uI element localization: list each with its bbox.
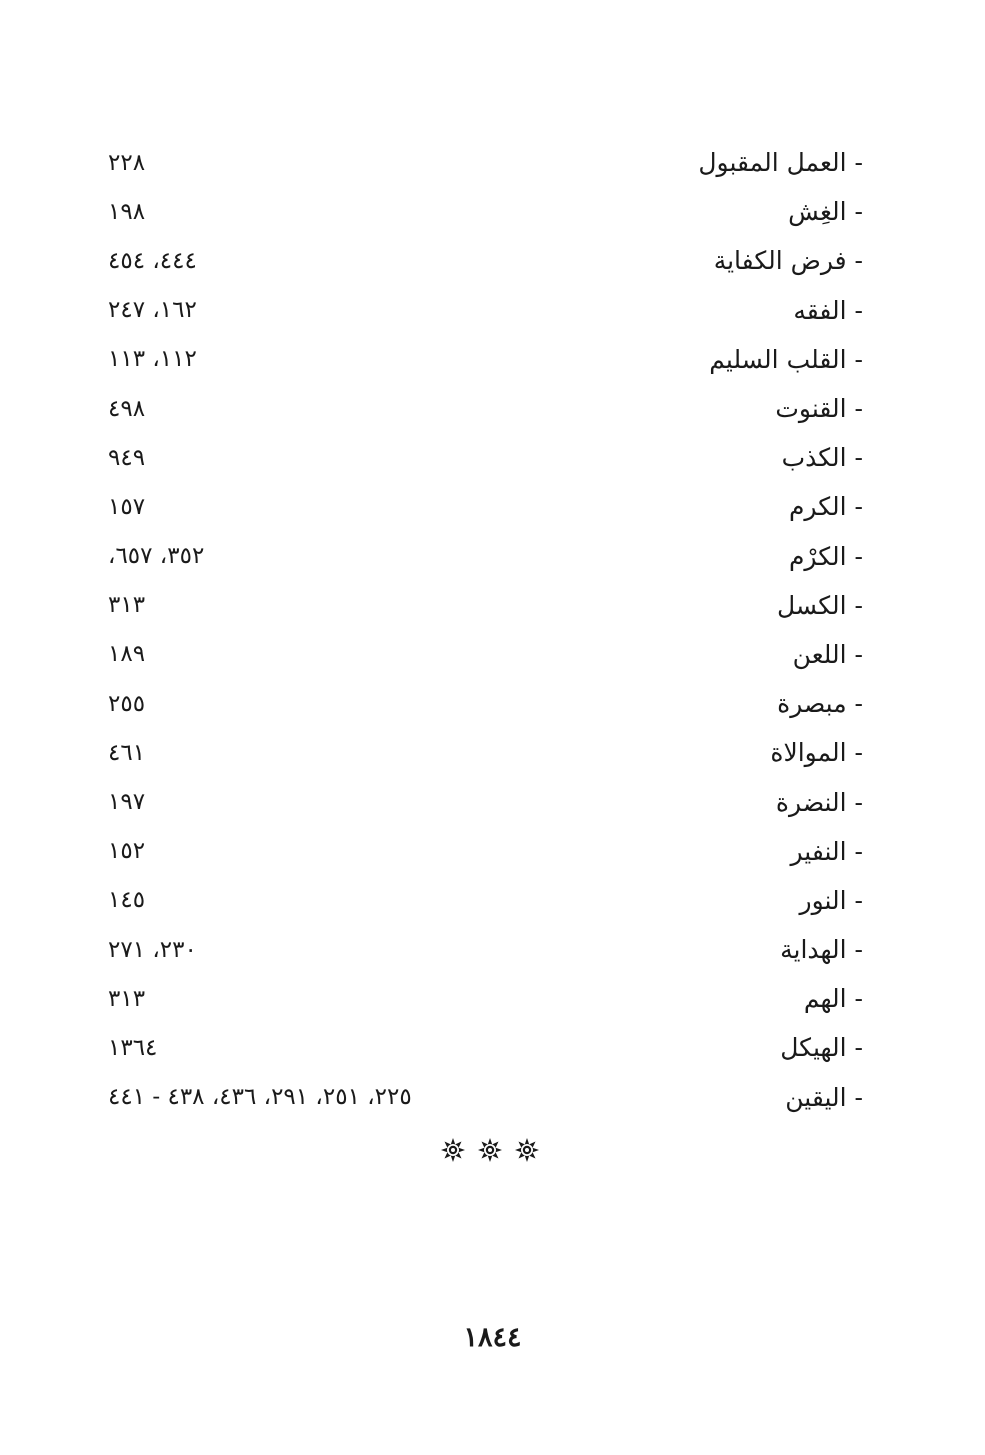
index-entry: [108, 925, 863, 974]
index-entry: [108, 384, 863, 433]
entry-pages: ١٣٦٤: [108, 1034, 158, 1061]
entry-term: - الكرم: [788, 492, 863, 522]
entry-pages: ١٦٢، ٢٤٧: [108, 297, 197, 324]
entry-term: - النضرة: [775, 787, 863, 817]
index-entry: [108, 876, 863, 925]
entry-pages: ١٨٩: [108, 641, 146, 668]
index-entry: [108, 286, 863, 335]
entry-term: - القلب السليم: [709, 344, 863, 374]
entry-pages: ٩٤٩: [108, 444, 146, 471]
subject-index-list: [108, 138, 863, 1122]
index-entry: [108, 532, 863, 581]
index-entry: [108, 236, 863, 285]
entry-pages: ٢٢٨: [108, 149, 146, 176]
index-entry: [108, 1073, 863, 1122]
entry-term: - الهم: [803, 984, 863, 1014]
entry-pages: ١٤٥: [108, 887, 146, 914]
index-entry: [108, 974, 863, 1023]
entry-term: - النور: [799, 885, 863, 915]
section-end-ornament: [440, 1136, 540, 1164]
entry-pages: ٣١٣: [108, 592, 146, 619]
entry-term: - فرض الكفاية: [713, 246, 863, 276]
index-entry: [108, 482, 863, 531]
entry-pages: ٢٣٠، ٢٧١: [108, 936, 197, 963]
page-number: ١٨٤٤: [463, 1322, 522, 1353]
entry-term: - الهيكل: [780, 1033, 863, 1063]
entry-term: - الغِش: [788, 197, 863, 227]
entry-term: - العمل المقبول: [698, 148, 863, 178]
index-entry: [108, 679, 863, 728]
entry-pages: ١٥٧: [108, 493, 146, 520]
entry-pages: ٢٥٥: [108, 690, 146, 717]
index-entry: [108, 827, 863, 876]
entry-pages: ٢٢٥، ٢٥١، ٢٩١، ٤٣٦، ٤٣٨ - ٤٤١: [108, 1084, 412, 1111]
ornament-star-icon: [514, 1137, 540, 1163]
entry-pages: ١٩٧: [108, 789, 146, 816]
index-entry: [108, 1023, 863, 1072]
index-entry: [108, 433, 863, 482]
index-entry: [108, 777, 863, 826]
index-entry: [108, 138, 863, 187]
index-entry: [108, 335, 863, 384]
entry-pages: ١١٢، ١١٣: [108, 346, 197, 373]
entry-term: - الكرْم: [788, 541, 863, 571]
entry-pages: ٣٥٢، ٦٥٧،: [108, 543, 205, 570]
entry-term: - مبصرة: [777, 689, 863, 719]
entry-term: - الكسل: [777, 590, 863, 620]
entry-pages: ٣١٣: [108, 985, 146, 1012]
index-entry: [108, 187, 863, 236]
entry-pages: ١٩٨: [108, 198, 146, 225]
entry-term: - الهداية: [780, 935, 863, 965]
entry-pages: ١٥٢: [108, 838, 146, 865]
index-entry: [108, 630, 863, 679]
entry-term: - الموالاة: [770, 738, 863, 768]
index-entry: [108, 581, 863, 630]
entry-pages: ٤٦١: [108, 739, 146, 766]
ornament-star-icon: [477, 1137, 503, 1163]
index-entry: [108, 728, 863, 777]
entry-term: - القنوت: [775, 394, 863, 424]
entry-term: - اللعن: [792, 639, 863, 669]
entry-pages: ٤٤٤، ٤٥٤: [108, 247, 197, 274]
entry-term: - اليقين: [785, 1082, 863, 1112]
ornament-star-icon: [440, 1137, 466, 1163]
entry-term: - النفير: [790, 836, 863, 866]
entry-term: - الكذب: [781, 443, 863, 473]
entry-term: - الفقه: [793, 295, 863, 325]
entry-pages: ٤٩٨: [108, 395, 146, 422]
